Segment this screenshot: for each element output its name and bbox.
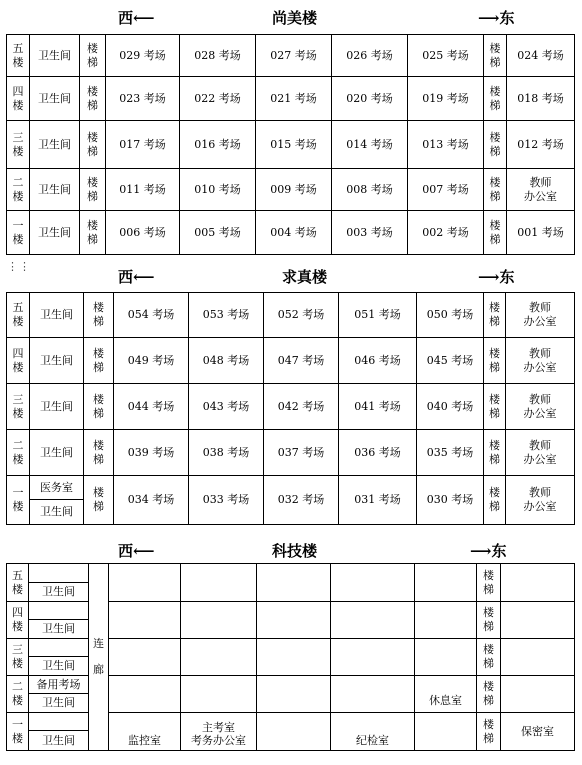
- floor-label: 五 楼: [7, 293, 30, 338]
- restroom-cell: 卫生间: [30, 77, 80, 121]
- stair-cell: 楼 梯: [484, 384, 506, 430]
- stair-cell: 楼 梯: [484, 293, 506, 338]
- stair-cell: 楼 梯: [84, 384, 114, 430]
- restroom-cell: 卫生间: [29, 583, 89, 602]
- restroom-cell: 卫生间: [29, 657, 89, 676]
- east-label: ⟶东: [478, 9, 515, 27]
- stair-cell: 楼 梯: [484, 121, 507, 169]
- west-label: 西⟵: [118, 9, 155, 27]
- chief-exam-office-label: 主考室 考务办公室: [191, 720, 246, 748]
- room-cell: 050 考场: [417, 293, 484, 338]
- room-cell: 008 考场: [332, 169, 408, 211]
- room-cell: 002 考场: [408, 211, 484, 255]
- room-cell: 039 考场: [114, 430, 189, 476]
- floor-row: [7, 430, 575, 476]
- restroom-cell: 卫生间: [29, 731, 89, 751]
- building-title: 求真楼: [282, 268, 328, 286]
- room-cell: [501, 602, 575, 639]
- clinic-cell: 医务室: [30, 476, 84, 500]
- room-cell: 052 考场: [264, 293, 339, 338]
- stair-cell: 楼 梯: [484, 476, 506, 525]
- room-cell: 044 考场: [114, 384, 189, 430]
- room-cell: [331, 602, 415, 639]
- room-cell: [331, 676, 415, 713]
- floor-table-shangmei: [6, 34, 575, 255]
- room-cell: 007 考场: [408, 169, 484, 211]
- room-cell: [331, 639, 415, 676]
- room-cell: 026 考场: [332, 35, 408, 77]
- monitor-room-cell: 监控室: [109, 713, 181, 751]
- blank-cell: [29, 602, 89, 620]
- floor-label: 一 楼: [7, 713, 29, 751]
- stair-cell: 楼 梯: [484, 211, 507, 255]
- room-cell: 053 考场: [189, 293, 264, 338]
- room-cell: [181, 639, 257, 676]
- room-cell: [331, 564, 415, 602]
- room-cell: [501, 564, 575, 602]
- building-header-keji: [0, 535, 582, 565]
- stair-cell: 楼 梯: [80, 169, 106, 211]
- room-cell: 042 考场: [264, 384, 339, 430]
- room-cell: 017 考场: [106, 121, 180, 169]
- stair-cell: 楼 梯: [80, 77, 106, 121]
- stair-cell: 楼 梯: [84, 476, 114, 525]
- blank-cell: [29, 713, 89, 731]
- room-cell: [415, 602, 477, 639]
- stair-cell: 楼 梯: [80, 211, 106, 255]
- restroom-cell: 卫生间: [29, 694, 89, 713]
- room-cell: 016 考场: [180, 121, 256, 169]
- restroom-cell: 卫生间: [30, 121, 80, 169]
- room-cell: 教师 办公室: [506, 384, 575, 430]
- restroom-cell: 卫生间: [30, 35, 80, 77]
- room-cell: 教师 办公室: [507, 169, 575, 211]
- floor-label: 二 楼: [7, 676, 29, 713]
- room-cell: 049 考场: [114, 338, 189, 384]
- room-cell: [109, 676, 181, 713]
- room-cell: 009 考场: [256, 169, 332, 211]
- restroom-cell: 卫生间: [30, 211, 80, 255]
- room-cell: 024 考场: [507, 35, 575, 77]
- restroom-cell: 卫生间: [30, 430, 84, 476]
- inspection-room-cell: 纪检室: [331, 713, 415, 751]
- stair-cell: 楼 梯: [484, 430, 506, 476]
- room-cell: 025 考场: [408, 35, 484, 77]
- room-cell: 019 考场: [408, 77, 484, 121]
- floor-label: 二 楼: [7, 430, 30, 476]
- floor-row: [7, 476, 575, 500]
- room-cell: 051 考场: [339, 293, 417, 338]
- room-cell: 015 考场: [256, 121, 332, 169]
- room-cell: [257, 564, 331, 602]
- floor-label: 四 楼: [7, 338, 30, 384]
- stair-cell: 楼 梯: [484, 35, 507, 77]
- room-cell: 045 考场: [417, 338, 484, 384]
- floor-row: [7, 77, 575, 121]
- floor-label: 五 楼: [7, 564, 29, 602]
- room-cell: 029 考场: [106, 35, 180, 77]
- building-title: 尚美楼: [272, 9, 318, 27]
- room-cell: 036 考场: [339, 430, 417, 476]
- room-cell: 032 考场: [264, 476, 339, 525]
- floor-row: [7, 169, 575, 211]
- floor-row: [7, 211, 575, 255]
- room-cell: 048 考场: [189, 338, 264, 384]
- room-cell: 006 考场: [106, 211, 180, 255]
- room-cell: [415, 639, 477, 676]
- stair-cell: 楼 梯: [84, 293, 114, 338]
- restroom-cell: 卫生间: [30, 338, 84, 384]
- room-cell: [181, 564, 257, 602]
- secure-room-cell: 保密室: [501, 713, 575, 751]
- floor-label: 四 楼: [7, 602, 29, 639]
- floor-label: 三 楼: [7, 121, 30, 169]
- west-label: 西⟵: [118, 268, 155, 286]
- room-cell: 022 考场: [180, 77, 256, 121]
- room-cell: 013 考场: [408, 121, 484, 169]
- room-cell: 027 考场: [256, 35, 332, 77]
- room-cell: [257, 713, 331, 751]
- floor-row: [7, 293, 575, 338]
- room-cell: 004 考场: [256, 211, 332, 255]
- room-cell: 028 考场: [180, 35, 256, 77]
- stair-cell: 楼 梯: [84, 338, 114, 384]
- room-cell: 001 考场: [507, 211, 575, 255]
- floor-label: 一 楼: [7, 211, 30, 255]
- building-title: 科技楼: [272, 542, 318, 560]
- floor-row: [7, 121, 575, 169]
- floor-table-keji: [6, 563, 575, 751]
- west-label: 西⟵: [118, 542, 155, 560]
- room-cell: [109, 564, 181, 602]
- floor-row: [7, 564, 575, 583]
- room-cell: 011 考场: [106, 169, 180, 211]
- room-cell: 020 考场: [332, 77, 408, 121]
- stair-cell: 楼 梯: [477, 602, 501, 639]
- floor-label: 三 楼: [7, 384, 30, 430]
- chief-exam-office-cell: [181, 713, 257, 751]
- room-cell: [257, 602, 331, 639]
- floor-label: 二 楼: [7, 169, 30, 211]
- room-cell: 043 考场: [189, 384, 264, 430]
- floor-table-qiuzhen: [6, 292, 575, 525]
- room-cell: 018 考场: [507, 77, 575, 121]
- east-label: ⟶东: [478, 268, 515, 286]
- room-cell: [181, 602, 257, 639]
- building-header-shangmei: [0, 2, 582, 32]
- room-cell: [415, 713, 477, 751]
- stair-cell: 楼 梯: [80, 35, 106, 77]
- floor-row: [7, 384, 575, 430]
- stair-cell: 楼 梯: [484, 77, 507, 121]
- room-cell: [257, 639, 331, 676]
- room-cell: 037 考场: [264, 430, 339, 476]
- room-cell: 038 考场: [189, 430, 264, 476]
- room-cell: 033 考场: [189, 476, 264, 525]
- room-cell: 012 考场: [507, 121, 575, 169]
- floor-label: 四 楼: [7, 77, 30, 121]
- room-cell: 010 考场: [180, 169, 256, 211]
- room-cell: 教师 办公室: [506, 476, 575, 525]
- room-cell: [181, 676, 257, 713]
- rest-room-cell: 休息室: [415, 676, 477, 713]
- blank-cell: [29, 639, 89, 657]
- room-cell: 教师 办公室: [506, 338, 575, 384]
- floor-label: 一 楼: [7, 476, 30, 525]
- room-cell: 054 考场: [114, 293, 189, 338]
- room-cell: 023 考场: [106, 77, 180, 121]
- room-cell: [415, 564, 477, 602]
- room-cell: 035 考场: [417, 430, 484, 476]
- room-cell: 005 考场: [180, 211, 256, 255]
- room-cell: 046 考场: [339, 338, 417, 384]
- stair-cell: 楼 梯: [484, 338, 506, 384]
- room-cell: [257, 676, 331, 713]
- floor-row: [7, 35, 575, 77]
- drag-handle-icon: ⋮⋮: [7, 260, 31, 273]
- room-cell: 031 考场: [339, 476, 417, 525]
- blank-cell: [29, 564, 89, 583]
- room-cell: 021 考场: [256, 77, 332, 121]
- restroom-cell: 卫生间: [30, 384, 84, 430]
- floor-label: 三 楼: [7, 639, 29, 676]
- floor-label: 五 楼: [7, 35, 30, 77]
- room-cell: 014 考场: [332, 121, 408, 169]
- room-cell: 034 考场: [114, 476, 189, 525]
- stair-cell: 楼 梯: [80, 121, 106, 169]
- stair-cell: 楼 梯: [477, 639, 501, 676]
- room-cell: 003 考场: [332, 211, 408, 255]
- room-cell: 047 考场: [264, 338, 339, 384]
- room-cell: [109, 639, 181, 676]
- room-cell: [501, 676, 575, 713]
- restroom-cell: 卫生间: [30, 293, 84, 338]
- room-cell: 040 考场: [417, 384, 484, 430]
- stair-cell: 楼 梯: [477, 564, 501, 602]
- building-header-qiuzhen: [0, 261, 582, 291]
- stair-cell: 楼 梯: [477, 676, 501, 713]
- room-cell: 030 考场: [417, 476, 484, 525]
- room-cell: [501, 639, 575, 676]
- floor-row: [7, 338, 575, 384]
- east-label: ⟶东: [470, 542, 507, 560]
- restroom-cell: 卫生间: [30, 169, 80, 211]
- room-cell: [109, 602, 181, 639]
- restroom-cell: 卫生间: [30, 500, 84, 525]
- corridor-cell: 连 廊: [89, 564, 109, 751]
- restroom-cell: 卫生间: [29, 620, 89, 639]
- stair-cell: 楼 梯: [477, 713, 501, 751]
- room-cell: 041 考场: [339, 384, 417, 430]
- stair-cell: 楼 梯: [484, 169, 507, 211]
- backup-room-cell: 备用考场: [29, 676, 89, 694]
- room-cell: 教师 办公室: [506, 293, 575, 338]
- stair-cell: 楼 梯: [84, 430, 114, 476]
- room-cell: 教师 办公室: [506, 430, 575, 476]
